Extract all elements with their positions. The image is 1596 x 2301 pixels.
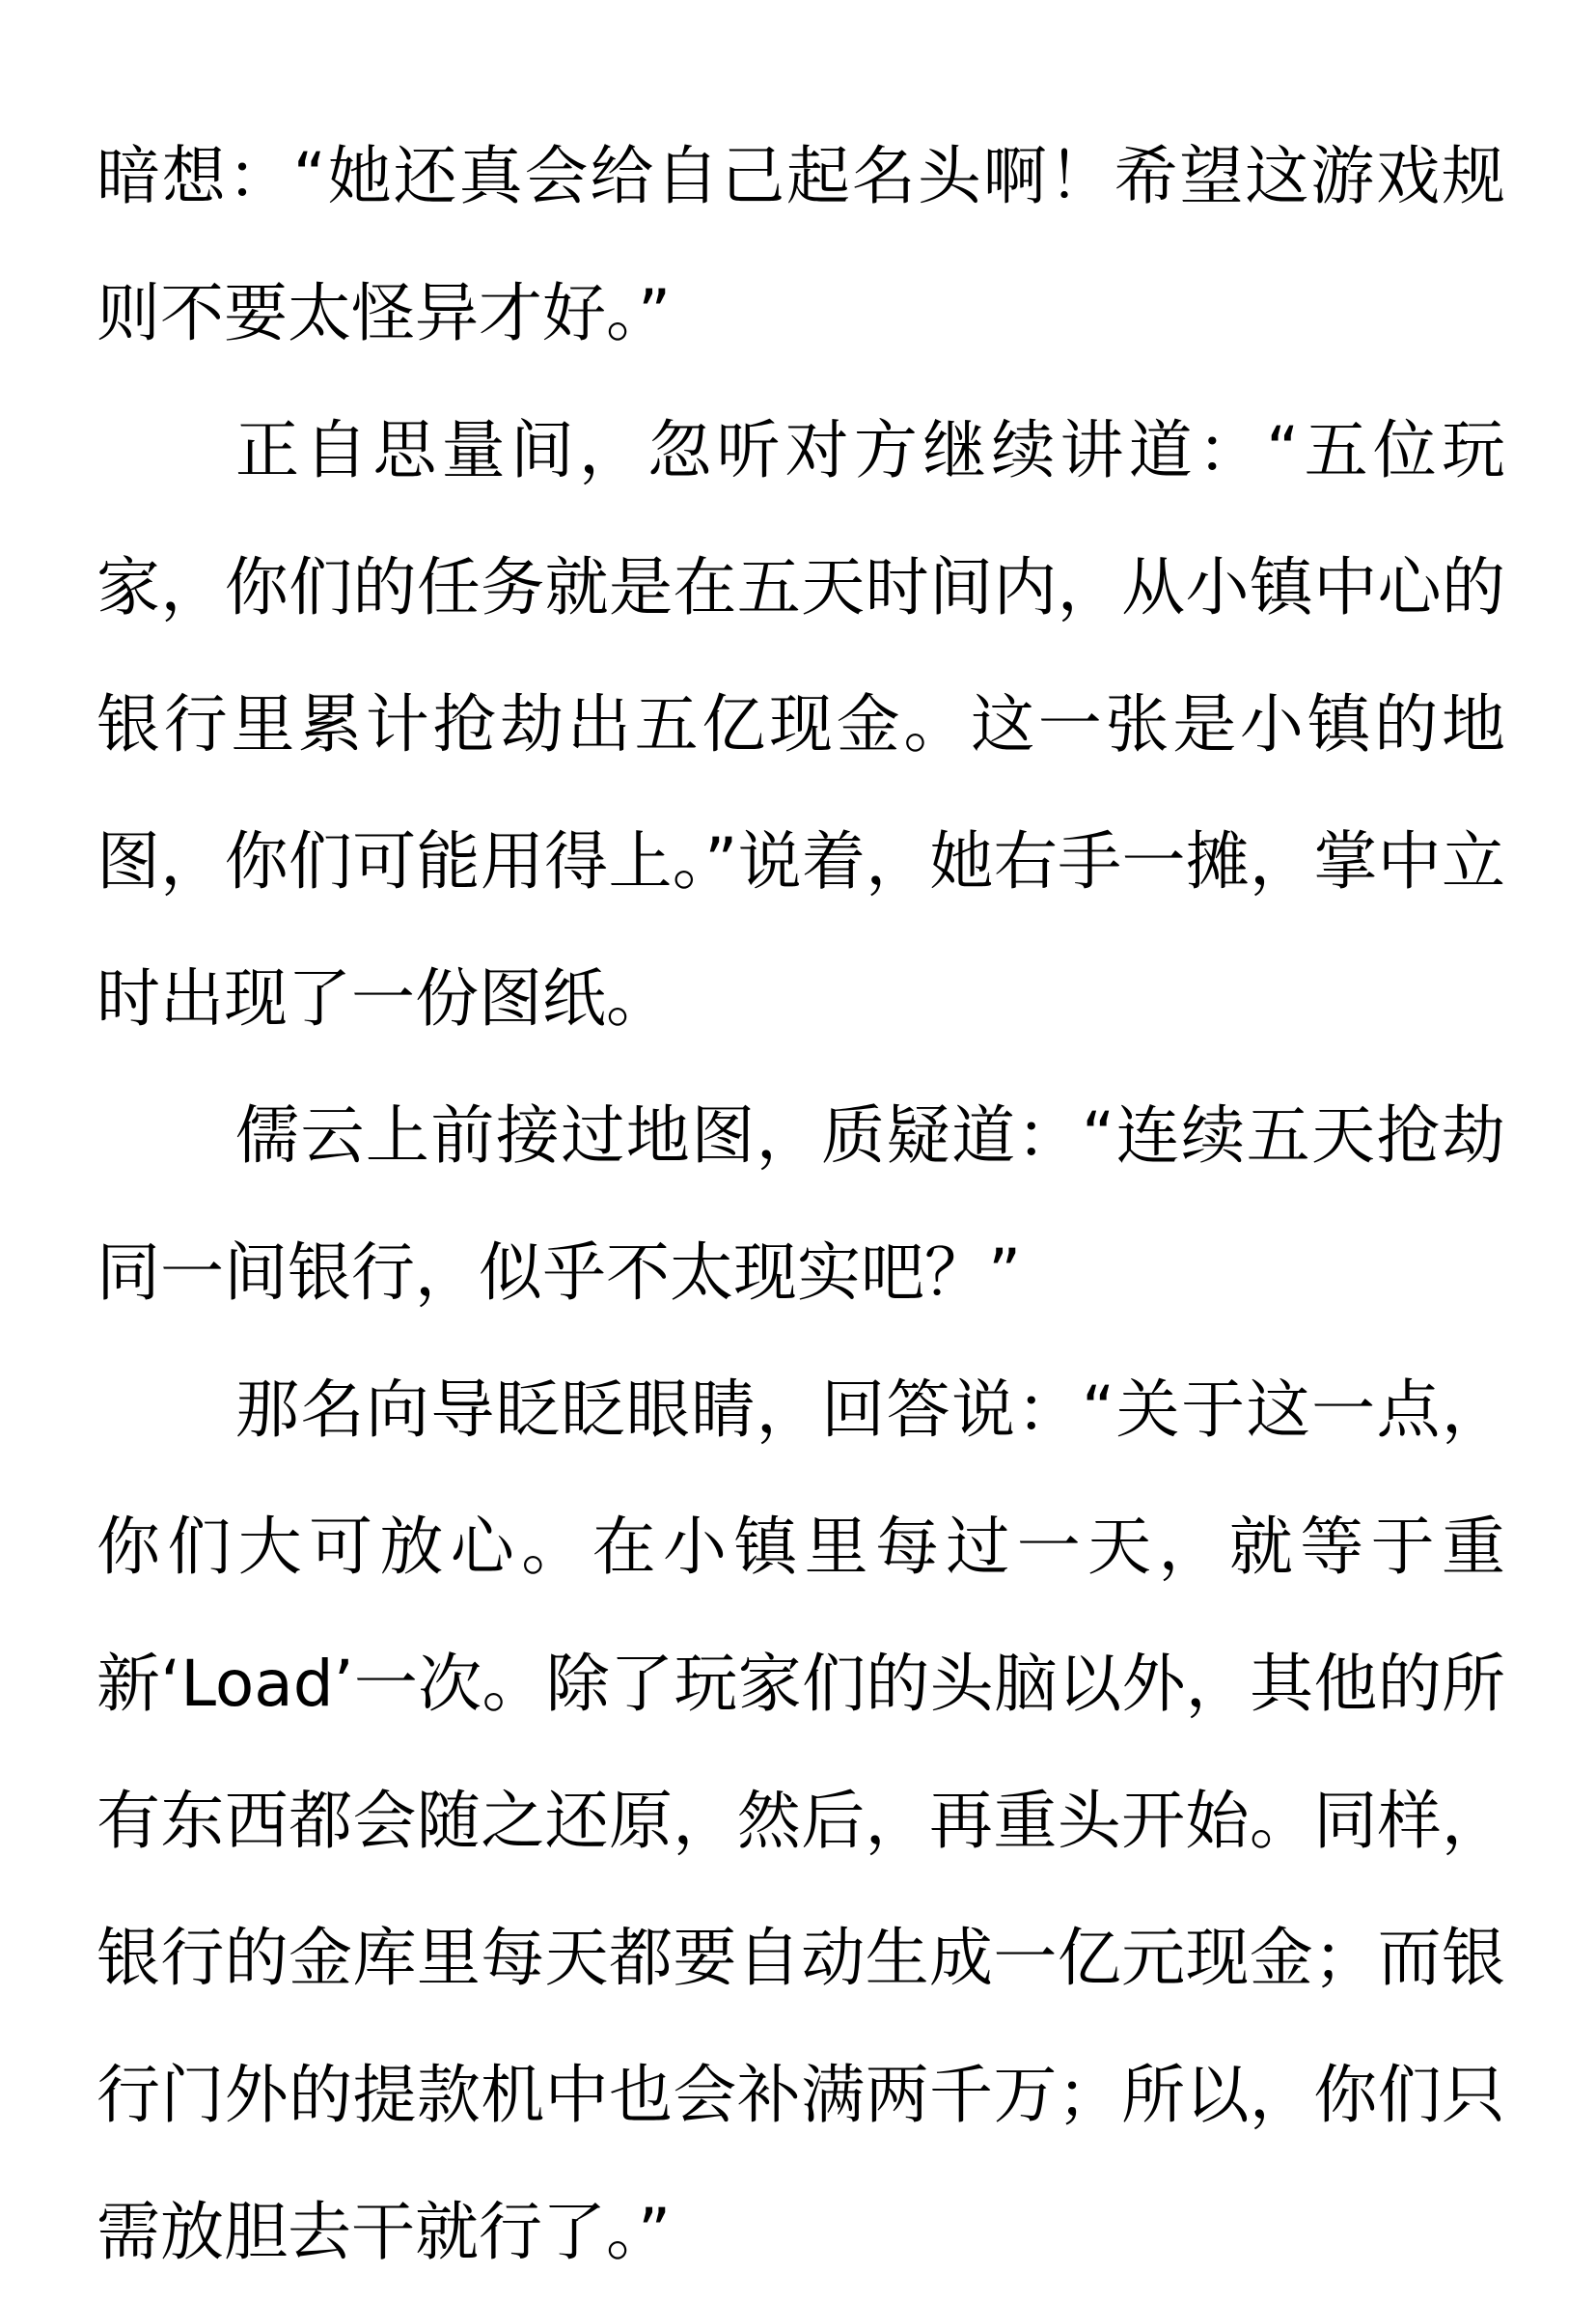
paragraph-1: 暗想：“她还真会给自己起名头啊！希望这游戏规则不要太怪异才好。” [96, 139, 1505, 350]
paragraph-2: 正自思量间，忽听对方继续讲道：“五位玩家，你们的任务就是在五天时间内，从小镇中心的银行里累计抢劫出五亿现金。这一张是小镇的地图，你们可能用得上。”说着，她右手一摊，掌中立时出现了一份图纸。 [96, 413, 1505, 1036]
body-text [96, 108, 1505, 2301]
paragraph-3: 儒云上前接过地图，质疑道：“连续五天抢劫同一间银行，似乎不太现实吧？” [96, 1098, 1505, 1310]
paragraph-4: 那名向导眨眨眼睛，回答说：“关于这一点，你们大可放心。在小镇里每过一天，就等于重新‘Load’一次。除了玩家们的头脑以外，其他的所有东西都会随之还原，然后，再重头开始。同样，银行的金库里每天都要自动生成一亿元现金；而银行门外的提款机中也会补满两千万；所以，你们只需放胆去干就行了。” [96, 1372, 1505, 2269]
